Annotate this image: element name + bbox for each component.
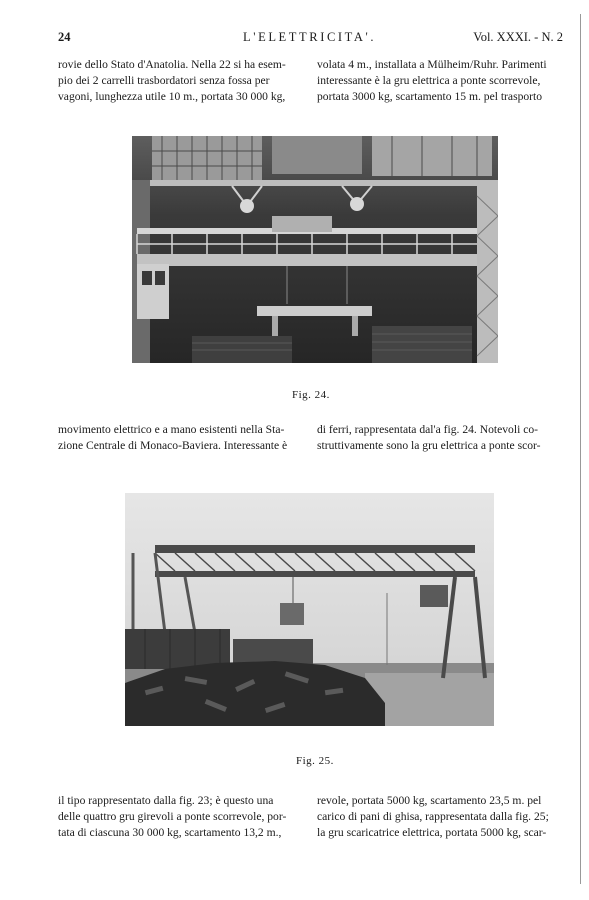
figure-25-caption: Fig. 25. xyxy=(296,755,334,767)
text-line: delle quattro gru girevoli a ponte scorrevole, por- xyxy=(58,810,287,823)
text-line: rovie dello Stato d'Anatolia. Nella 22 si ha esem- xyxy=(58,58,286,71)
text-line: interessante è la gru elettrica a ponte scorrevole, xyxy=(317,74,541,87)
page-header xyxy=(58,30,563,48)
journal-title: L'ELETTRICITA'. xyxy=(243,30,377,44)
text-line: movimento elettrico e a mano esistenti nella Sta- xyxy=(58,423,285,436)
gantry-crane-photo xyxy=(125,493,494,726)
figure-24-photo xyxy=(132,136,498,363)
text-line: tata di ciascuna 30 000 kg, scartamento 13,2 m., xyxy=(58,826,282,839)
text-line: pio dei 2 carrelli trasbordatori senza fossa per xyxy=(58,74,270,87)
text-column-bottom-left xyxy=(58,793,305,841)
page-edge-rule xyxy=(580,14,581,884)
text-column-bottom-right xyxy=(317,793,563,841)
text-line: volata 4 m., installata a Mülheim/Ruhr. Parimenti xyxy=(317,58,547,71)
text-column-top-right xyxy=(317,57,563,105)
text-line: zione Centrale di Monaco-Baviera. Interessante è xyxy=(58,439,288,452)
figure-24-caption: Fig. 24. xyxy=(292,389,330,401)
text-line: la gru scaricatrice elettrica, portata 5000 kg, scar- xyxy=(317,826,547,839)
text-line: vagoni, lunghezza utile 10 m., portata 30 000 kg, xyxy=(58,90,286,103)
text-line: struttivamente sono la gru elettrica a ponte scor- xyxy=(317,439,541,452)
text-line: revole, portata 5000 kg, scartamento 23,5 m. pel xyxy=(317,794,542,807)
text-line: il tipo rappresentato dalla fig. 23; è questo una xyxy=(58,794,274,807)
overhead-crane-photo xyxy=(132,136,498,363)
text-column-middle-right xyxy=(317,422,563,454)
text-line: di ferri, rappresentata dal'a fig. 24. Notevoli co- xyxy=(317,423,538,436)
volume-number: Vol. XXXI. - N. 2 xyxy=(473,30,563,44)
text-line: portata 3000 kg, scartamento 15 m. pel trasporto xyxy=(317,90,543,103)
text-column-top-left xyxy=(58,57,305,105)
figure-25-photo xyxy=(125,493,494,726)
text-column-middle-left xyxy=(58,422,305,454)
page-number: 24 xyxy=(58,30,71,44)
text-line: carico di pani di ghisa, rappresentata dalla fig. 25; xyxy=(317,810,549,823)
